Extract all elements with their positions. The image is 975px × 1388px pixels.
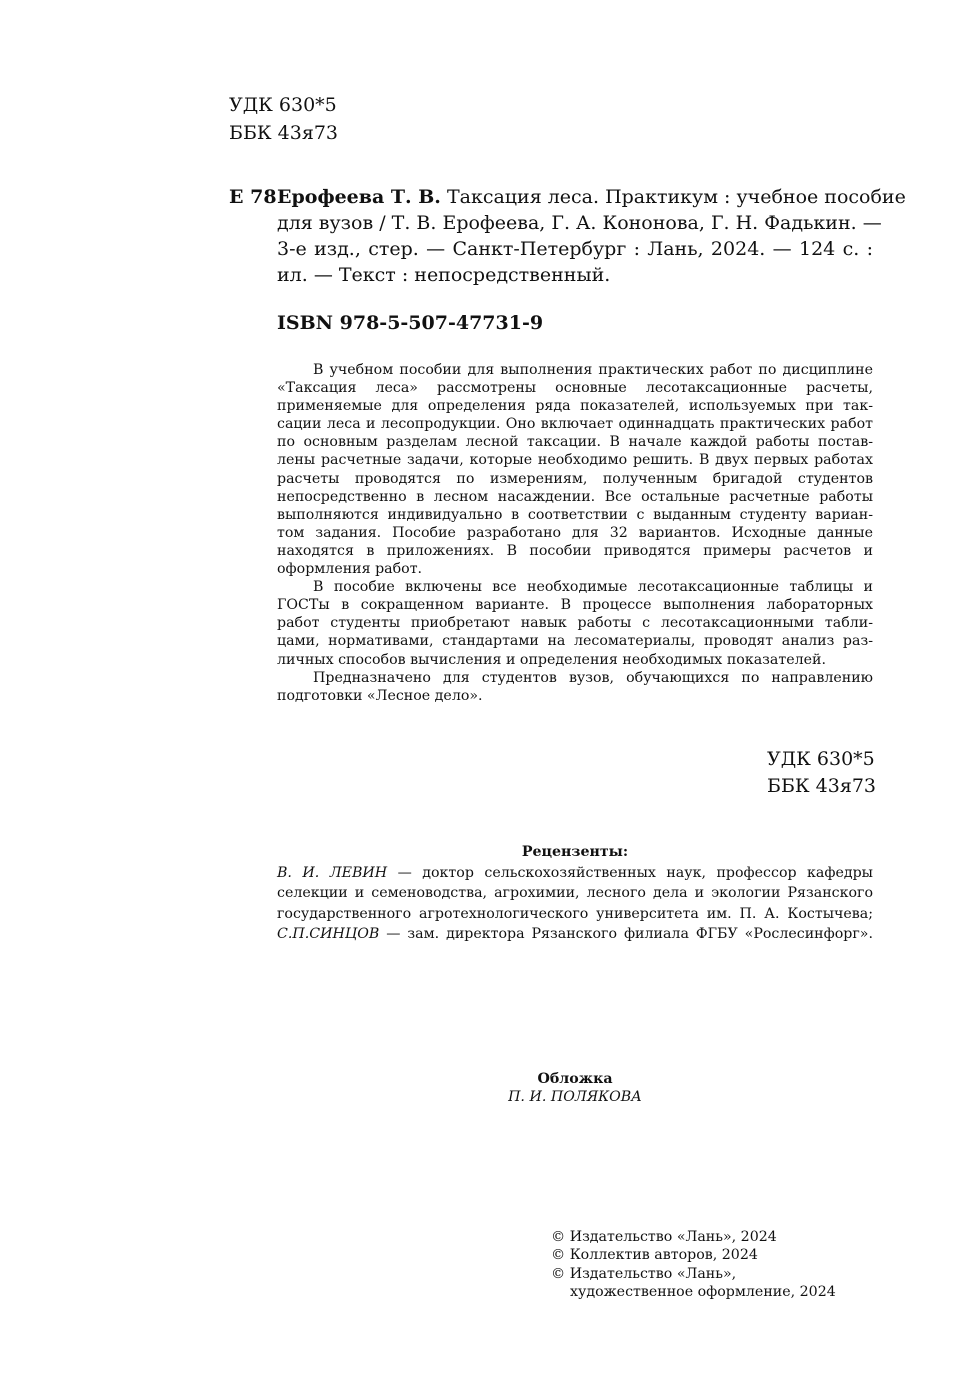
bib-title: Таксация леса. Практикум : учебное пособие (440, 186, 906, 208)
reviewers-title: Рецензенты: (521, 844, 629, 860)
reviewer-desc: — зам. директора Рязанского филиала ФГБУ «Рослесинфорг». (379, 926, 873, 943)
abstract-line: оформления работ. (277, 561, 423, 578)
bib-line-4: ил. — Текст : непосредственный. (277, 264, 611, 286)
udk-bottom: УДК 630*5 (767, 748, 875, 770)
abstract-line: выполняются индивидуально в соответствии с выданным студенту вариан- (277, 506, 873, 523)
abstract-line: ГОСТы в сокращенном варианте. В процессе выполнения лабораторных (277, 597, 873, 614)
copyright-line: художественное оформление, 2024 (570, 1284, 836, 1301)
cover-artist: П. И. ПОЛЯКОВА (508, 1089, 642, 1105)
copyright-line: © Издательство «Лань», (551, 1265, 737, 1282)
abstract-line: том задания. Пособие разработано для 32 вариантов. Исходные данные (277, 524, 873, 541)
abstract-line: В пособие включены все необходимые лесотаксационные таблицы и (313, 579, 873, 596)
bib-line-1 (277, 184, 906, 210)
reviewer-name: В. И. ЛЕВИН (277, 864, 388, 881)
abstract-line: лены расчетные задачи, которые необходимо решить. В двух первых работах (277, 452, 873, 469)
bib-line-2: для вузов / Т. В. Ерофеева, Г. А. Кононова, Г. Н. Фадькин. — (277, 212, 882, 234)
reviewers-block (277, 842, 873, 945)
reviewer-name: С.П.СИНЦОВ (277, 926, 380, 943)
abstract-line: цами, нормативами, стандартами на лесоматериалы, проводят анализ раз- (277, 633, 873, 650)
abstract-line: Предназначено для студентов вузов, обучающихся по направлению (313, 669, 873, 686)
abstract-line: работ студенты приобретают навык работы с лесотаксационными табли- (277, 615, 873, 632)
isbn: ISBN 978-5-507-47731-9 (277, 312, 544, 334)
author-sign: Е 78 (229, 186, 277, 208)
abstract-line: сации леса и лесопродукции. Оно включает одиннадцать практических работ (277, 416, 873, 433)
abstract-line: расчеты проводятся по измерениям, полученным бригадой студентов (277, 470, 873, 487)
abstract-line: применяемые для определения ряда показателей, используемых при так- (277, 398, 873, 415)
reviewer-line: государственного агротехнологического университета им. П. А. Костычева; (277, 905, 873, 922)
reviewer-line: селекции и семеноводства, агрохимии, лесного дела и экологии Рязанского (277, 885, 873, 902)
udk-top: УДК 630*5 (229, 94, 337, 116)
cover-title: Обложка (537, 1071, 613, 1087)
abstract-line: личных способов вычисления и определения необходимых показателей. (277, 651, 826, 668)
abstract-line: В учебном пособии для выполнения практических работ по дисциплине (313, 362, 873, 378)
abstract-line: находятся в приложениях. В пособии приводятся примеры расчетов и (277, 542, 873, 559)
bbk-bottom: ББК 43я73 (767, 775, 877, 797)
abstract-line: непосредственно в лесном насаждении. Все остальные расчетные работы (277, 488, 873, 505)
reviewer-line (277, 863, 873, 884)
bibliographic-record (277, 184, 906, 288)
reviewer-desc: — доктор сельскохозяйственных наук, профессор кафедры (387, 864, 873, 881)
copyright-line: © Издательство «Лань», 2024 (551, 1229, 777, 1245)
copyright-line: © Коллектив авторов, 2024 (551, 1247, 758, 1264)
abstract (277, 361, 873, 705)
abstract-line: подготовки «Лесное дело». (277, 687, 483, 704)
copyright-block (551, 1228, 836, 1302)
bib-author: Ерофеева Т. В. (277, 186, 441, 208)
bbk-top: ББК 43я73 (229, 122, 339, 144)
abstract-line: по основным разделам лесной таксации. В начале каждой работы постав- (277, 434, 873, 451)
bib-line-3: 3-е изд., стер. — Санкт-Петербург : Лань, 2024. — 124 с. : (277, 238, 873, 260)
reviewer-line (277, 924, 873, 945)
abstract-line: «Таксация леса» рассмотрены основные лесотаксационные расчеты, (277, 380, 873, 397)
